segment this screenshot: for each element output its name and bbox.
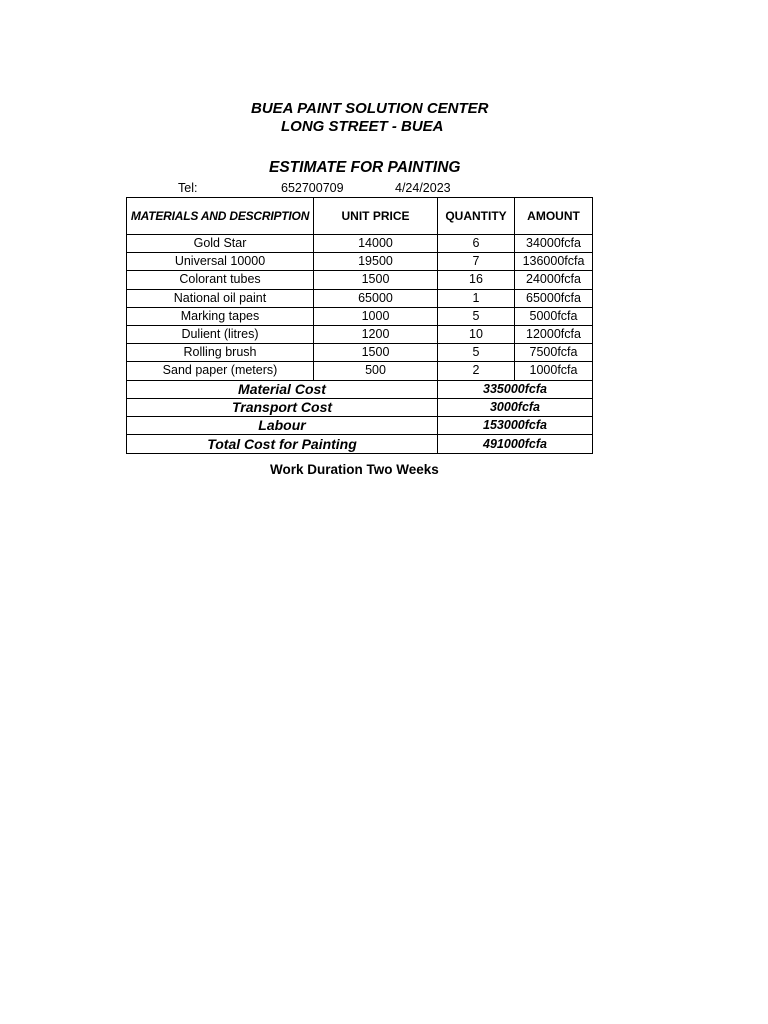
table-row <box>127 344 593 362</box>
quantity-cell: 1 <box>438 289 515 307</box>
transport-cost-row <box>127 398 593 416</box>
material-cell: Rolling brush <box>127 344 314 362</box>
table-row <box>127 235 593 253</box>
material-cell: Marking tapes <box>127 307 314 325</box>
transport-cost-value: 3000fcfa <box>438 398 593 416</box>
table-row <box>127 325 593 343</box>
labour-row <box>127 417 593 435</box>
unit-price-cell: 14000 <box>314 235 438 253</box>
amount-cell: 34000fcfa <box>515 235 593 253</box>
amount-cell: 5000fcfa <box>515 307 593 325</box>
quantity-cell: 2 <box>438 362 515 380</box>
quantity-cell: 10 <box>438 325 515 343</box>
column-header-quantity: QUANTITY <box>438 198 515 235</box>
company-address: LONG STREET - BUEA <box>281 118 444 135</box>
document-title: ESTIMATE FOR PAINTING <box>269 159 461 176</box>
amount-cell: 1000fcfa <box>515 362 593 380</box>
labour-label: Labour <box>127 417 438 435</box>
quantity-cell: 5 <box>438 344 515 362</box>
material-cell: Dulient (litres) <box>127 325 314 343</box>
total-cost-value: 491000fcfa <box>438 435 593 453</box>
quantity-cell: 16 <box>438 271 515 289</box>
total-cost-row <box>127 435 593 453</box>
material-cost-row <box>127 380 593 398</box>
table-row <box>127 253 593 271</box>
amount-cell: 65000fcfa <box>515 289 593 307</box>
amount-cell: 12000fcfa <box>515 325 593 343</box>
work-duration: Work Duration Two Weeks <box>270 462 439 477</box>
material-cell: Gold Star <box>127 235 314 253</box>
company-name: BUEA PAINT SOLUTION CENTER <box>251 100 489 117</box>
total-cost-label: Total Cost for Painting <box>127 435 438 453</box>
column-header-unit-price: UNIT PRICE <box>314 198 438 235</box>
table-row <box>127 307 593 325</box>
table-row <box>127 362 593 380</box>
table-row <box>127 289 593 307</box>
amount-cell: 24000fcfa <box>515 271 593 289</box>
labour-value: 153000fcfa <box>438 417 593 435</box>
amount-cell: 7500fcfa <box>515 344 593 362</box>
quantity-cell: 6 <box>438 235 515 253</box>
estimate-table <box>126 197 593 454</box>
transport-cost-label: Transport Cost <box>127 398 438 416</box>
unit-price-cell: 1500 <box>314 271 438 289</box>
tel-label: Tel: <box>178 181 198 195</box>
unit-price-cell: 1500 <box>314 344 438 362</box>
material-cell: Colorant tubes <box>127 271 314 289</box>
material-cell: Universal 10000 <box>127 253 314 271</box>
column-header-materials: MATERIALS AND DESCRIPTION <box>127 198 314 235</box>
quantity-cell: 7 <box>438 253 515 271</box>
amount-cell: 136000fcfa <box>515 253 593 271</box>
material-cost-value: 335000fcfa <box>438 380 593 398</box>
tel-number: 652700709 <box>281 181 344 195</box>
unit-price-cell: 1200 <box>314 325 438 343</box>
quantity-cell: 5 <box>438 307 515 325</box>
unit-price-cell: 1000 <box>314 307 438 325</box>
material-cell: Sand paper (meters) <box>127 362 314 380</box>
unit-price-cell: 19500 <box>314 253 438 271</box>
table-row <box>127 271 593 289</box>
column-header-amount: AMOUNT <box>515 198 593 235</box>
material-cell: National oil paint <box>127 289 314 307</box>
material-cost-label: Material Cost <box>127 380 438 398</box>
unit-price-cell: 500 <box>314 362 438 380</box>
unit-price-cell: 65000 <box>314 289 438 307</box>
table-header-row <box>127 198 593 235</box>
estimate-date: 4/24/2023 <box>395 181 451 195</box>
